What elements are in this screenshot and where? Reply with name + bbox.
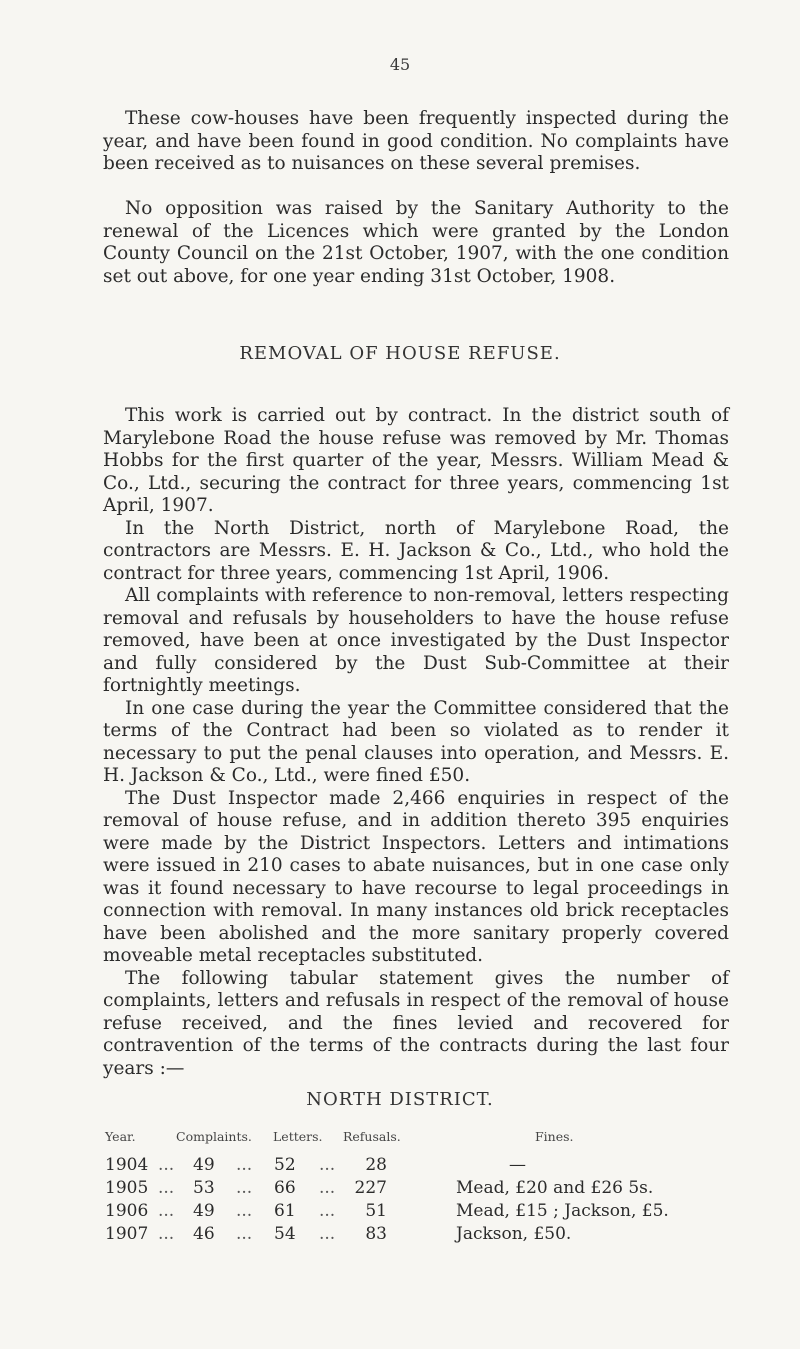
paragraph: In one case during the year the Committee considered that the terms of the Contract had been so violated as to render it necessary to put the penal clauses into operation, and Messrs. E. H. Jackson & Co., Ltd., were fined £50.	[103, 697, 729, 786]
cell-refusals: 83	[365, 1224, 387, 1244]
cell-fines: Mead, £15 ; Jackson, £5.	[456, 1201, 669, 1221]
dot-leader: ...	[236, 1201, 253, 1221]
cell-year: 1905	[105, 1178, 149, 1198]
dot-leader: ...	[158, 1155, 175, 1175]
dot-leader: ...	[236, 1155, 253, 1175]
dot-leader: ...	[319, 1224, 336, 1244]
paragraph: No opposition was raised by the Sanitary Authority to the renewal of the Licences which were granted by the London County Council on the 21st October, 1907, with the one condition set out above, for one year ending 31st October, 1908.	[103, 198, 729, 287]
header-letters: Letters.	[273, 1129, 323, 1144]
cell-complaints: 49	[193, 1201, 215, 1221]
dot-leader: ...	[158, 1178, 175, 1198]
cell-year: 1904	[105, 1155, 149, 1175]
dot-leader: ...	[158, 1224, 175, 1244]
header-complaints: Complaints.	[176, 1129, 252, 1144]
paragraph: The following tabular statement gives the number of complaints, letters and refusals in respect of the removal of house refuse received, and the fines levied and recovered for contravention of the terms of the contracts during the last four years :—	[103, 967, 729, 1079]
cell-refusals: 51	[365, 1201, 387, 1221]
paragraph: All complaints with reference to non-removal, letters respecting removal and refusals by householders to have the house refuse removed, have been at once investigated by the Dust Inspector and fully considered by the Dust Sub-Committee at their fortnightly meetings.	[103, 585, 729, 696]
paragraph: In the North District, north of Marylebone Road, the contractors are Messrs. E. H. Jackson & Co., Ltd., who hold the contract for three years, commencing 1st April, 1906.	[103, 517, 729, 584]
paragraph: These cow-houses have been frequently inspected during the year, and have been found in good condition. No complaints have been received as to nuisances on these several premises.	[103, 108, 729, 174]
dot-leader: ...	[319, 1155, 336, 1175]
removal-section-body	[103, 405, 729, 1080]
cell-fines: —	[509, 1155, 526, 1175]
intro-paragraph-2	[103, 198, 729, 288]
cell-letters: 66	[274, 1178, 296, 1198]
cell-refusals: 28	[365, 1155, 387, 1175]
intro-paragraph-1	[103, 108, 729, 176]
dot-leader: ...	[236, 1178, 253, 1198]
table-row	[0, 1155, 800, 1177]
section-heading: REMOVAL OF HOUSE REFUSE.	[239, 343, 561, 364]
cell-letters: 61	[274, 1201, 296, 1221]
cell-complaints: 53	[193, 1178, 215, 1198]
cell-letters: 52	[274, 1155, 296, 1175]
table-row	[0, 1201, 800, 1223]
cell-refusals: 227	[354, 1178, 387, 1198]
paragraph: The Dust Inspector made 2,466 enquiries in respect of the removal of house refuse, and in addition thereto 395 enquiries were made by the District Inspectors. Letters and intimations were issued in 210 cases to abate nuisances, but in one case only was it found necessary to have recourse to legal proceedings in connection with removal. In many instances old brick receptacles have been abolished and the more sanitary properly covered moveable metal receptacles substituted.	[103, 787, 729, 966]
cell-year: 1906	[105, 1201, 149, 1221]
dot-leader: ...	[236, 1224, 253, 1244]
table-title: NORTH DISTRICT.	[306, 1089, 494, 1110]
dot-leader: ...	[319, 1201, 336, 1221]
cell-year: 1907	[105, 1224, 149, 1244]
page-number: 45	[389, 55, 411, 74]
cell-complaints: 46	[193, 1224, 215, 1244]
header-refusals: Refusals.	[343, 1129, 401, 1144]
dot-leader: ...	[319, 1178, 336, 1198]
cell-letters: 54	[274, 1224, 296, 1244]
paragraph: This work is carried out by contract. In the district south of Marylebone Road the house refuse was removed by Mr. Thomas Hobbs for the first quarter of the year, Messrs. William Mead & Co., Ltd., securing the contract for three years, commencing 1st April, 1907.	[103, 405, 729, 516]
cell-fines: Jackson, £50.	[456, 1224, 572, 1244]
header-year: Year.	[105, 1129, 136, 1144]
table-row	[0, 1178, 800, 1200]
header-fines: Fines.	[535, 1129, 574, 1144]
cell-complaints: 49	[193, 1155, 215, 1175]
cell-fines: Mead, £20 and £26 5s.	[456, 1178, 654, 1198]
dot-leader: ...	[158, 1201, 175, 1221]
table-row	[0, 1224, 800, 1246]
